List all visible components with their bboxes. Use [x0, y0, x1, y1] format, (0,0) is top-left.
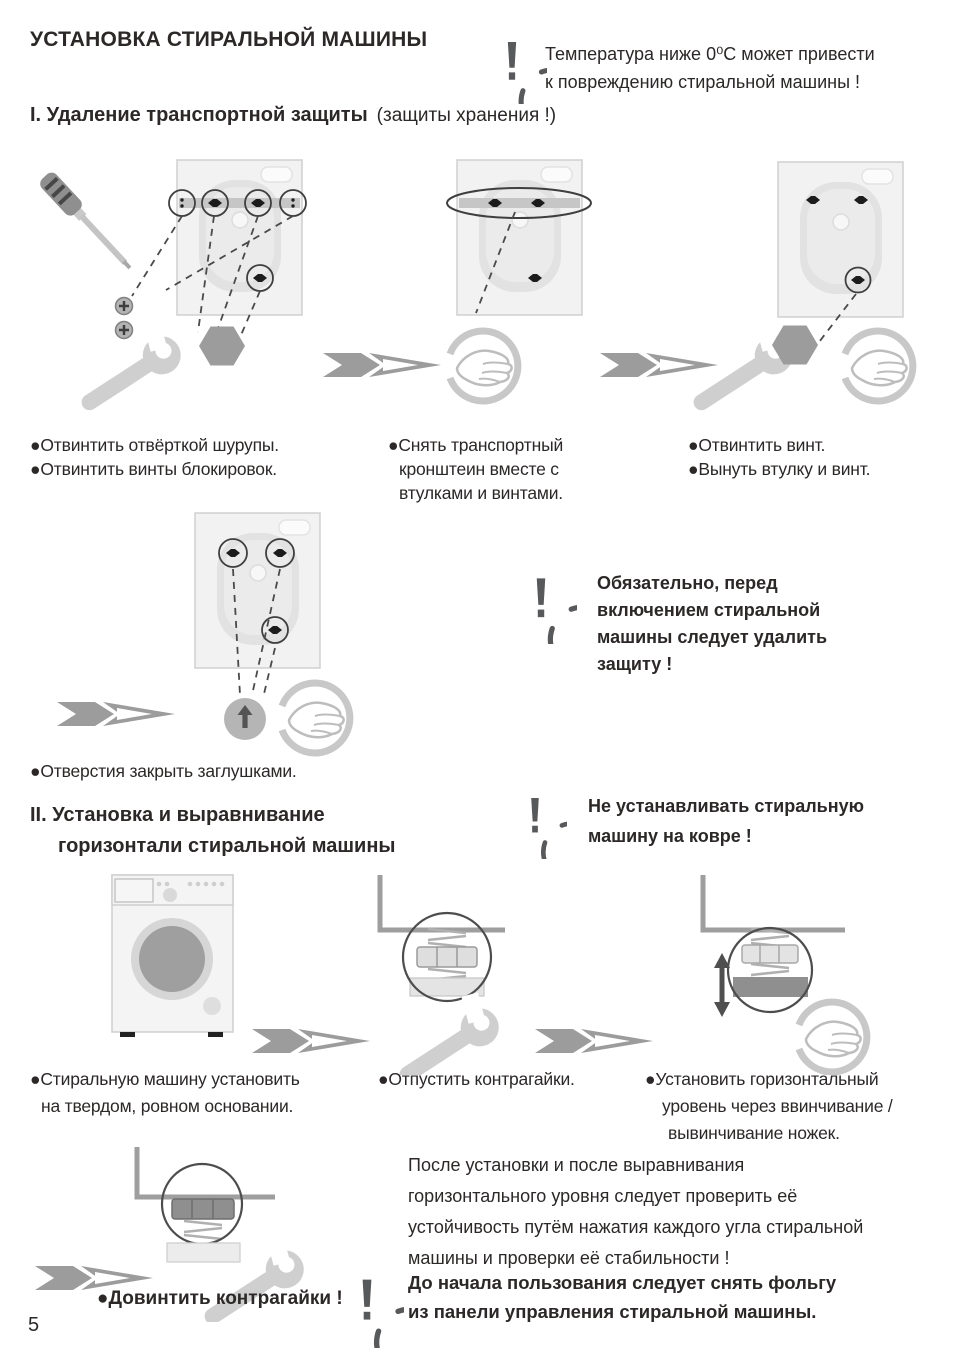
note-line: машины и проверки её стабильности !	[408, 1248, 730, 1268]
step-line: втулками и винтами.	[399, 483, 563, 503]
note-line: После установки и после выравнивания	[408, 1155, 745, 1175]
step-line: ●Отвинтить винты блокировок.	[30, 459, 277, 479]
page-title: УСТАНОВКА СТИРАЛЬНОЙ МАШИНЫ	[30, 28, 428, 51]
machine-back-with-screws	[169, 160, 306, 315]
page-number: 5	[28, 1314, 40, 1336]
step-line: ●Вынуть втулку и винт.	[688, 459, 871, 479]
step-arrow-icon	[57, 702, 175, 726]
step-tighten-locknuts: ●Довинтить контрагайки !	[97, 1288, 343, 1309]
section1-heading	[30, 104, 556, 127]
stability-note	[408, 1150, 863, 1274]
step-line: уровень через ввинчивание /	[662, 1096, 893, 1116]
warning-line: машину на ковре !	[588, 826, 752, 846]
figure-band-remove-protection	[0, 148, 954, 425]
section1-heading-note: (защиты хранения !)	[376, 105, 557, 126]
step-line: ●Отвинтить винт.	[688, 435, 826, 455]
hand-press-icon	[845, 331, 913, 401]
hand-press-icon	[282, 683, 350, 753]
washing-machine-front	[112, 875, 233, 1037]
warning-line: защиту !	[597, 654, 673, 674]
warning-remove-protection	[597, 570, 827, 678]
machine-back-three-holes	[195, 513, 320, 668]
step-level-feet	[645, 1066, 893, 1147]
step-arrow-icon	[600, 353, 718, 377]
foot-locknut-loosen	[380, 875, 506, 1075]
step-line: на твердом, ровном основании.	[41, 1096, 294, 1116]
step-line: вывинчивание ножек.	[668, 1123, 840, 1143]
foot-height-adjust	[703, 875, 867, 1072]
warning-icon	[503, 779, 567, 859]
step-arrow-icon	[323, 353, 441, 377]
step-line: ●Снять транспортный	[388, 435, 564, 455]
step-arrow-icon	[35, 1266, 153, 1290]
step-close-holes: ●Отверстия закрыть заглушками.	[30, 761, 297, 781]
step-loosen-locknuts: ●Отпустить контрагайки.	[378, 1069, 575, 1089]
warning-line: машины следует удалить	[597, 627, 828, 647]
warning-temperature-line: к повреждению стиральной машины !	[545, 72, 861, 92]
step-remove-bracket	[388, 433, 563, 505]
note-line: устойчивость путём нажатия каждого угла стиральной	[408, 1217, 864, 1237]
machine-back-single-screw	[778, 162, 903, 317]
warning-temperature	[545, 40, 875, 96]
screw-icon	[116, 298, 133, 315]
figure-band-leveling	[0, 865, 954, 1075]
step-line: ●Установить горизонтальный	[645, 1069, 879, 1089]
step-firm-base	[30, 1066, 300, 1120]
plug-up-arrow-icon	[224, 698, 266, 740]
step-unscrew	[30, 433, 279, 481]
section2-heading	[30, 800, 396, 862]
warning-carpet	[588, 791, 864, 851]
section2-heading-line: II. Установка и выравнивание	[30, 804, 325, 826]
hand-press-icon	[799, 1002, 867, 1072]
screw-icon	[116, 322, 133, 339]
step-remove-bolt	[688, 433, 870, 481]
warning-line: из панели управления стиральной машины.	[408, 1301, 817, 1322]
figure-close-holes	[0, 505, 500, 757]
section2-heading-line: горизонтали стиральной машины	[58, 835, 396, 857]
machine-back-with-bracket	[447, 160, 591, 315]
warning-line: Не устанавливать стиральную	[588, 796, 864, 816]
hand-press-icon	[450, 331, 518, 401]
step-line: ●Стиральную машину установить	[30, 1069, 300, 1089]
warning-line: Обязательно, перед	[597, 573, 778, 593]
section1-heading-bold: I. Удаление транспортной защиты	[30, 104, 368, 126]
step-line: ●Отвинтить отвёрткой шурупы.	[30, 435, 279, 455]
step-arrow-icon	[252, 1029, 370, 1053]
warning-icon	[477, 26, 547, 104]
warning-line: До начала пользования следует снять фольгу	[408, 1272, 837, 1293]
note-line: горизонтального уровня следует проверить её	[408, 1186, 798, 1206]
step-arrow-icon	[535, 1029, 653, 1053]
step-line: кронштеин вместе с	[399, 459, 559, 479]
warning-foil	[408, 1268, 836, 1326]
warning-icon	[505, 560, 577, 644]
warning-line: включением стиральной	[597, 600, 821, 620]
warning-temperature-line: Температура ниже 0⁰С может привести	[545, 44, 875, 64]
screwdriver-icon	[37, 170, 137, 275]
hex-nut-icon	[199, 326, 245, 365]
